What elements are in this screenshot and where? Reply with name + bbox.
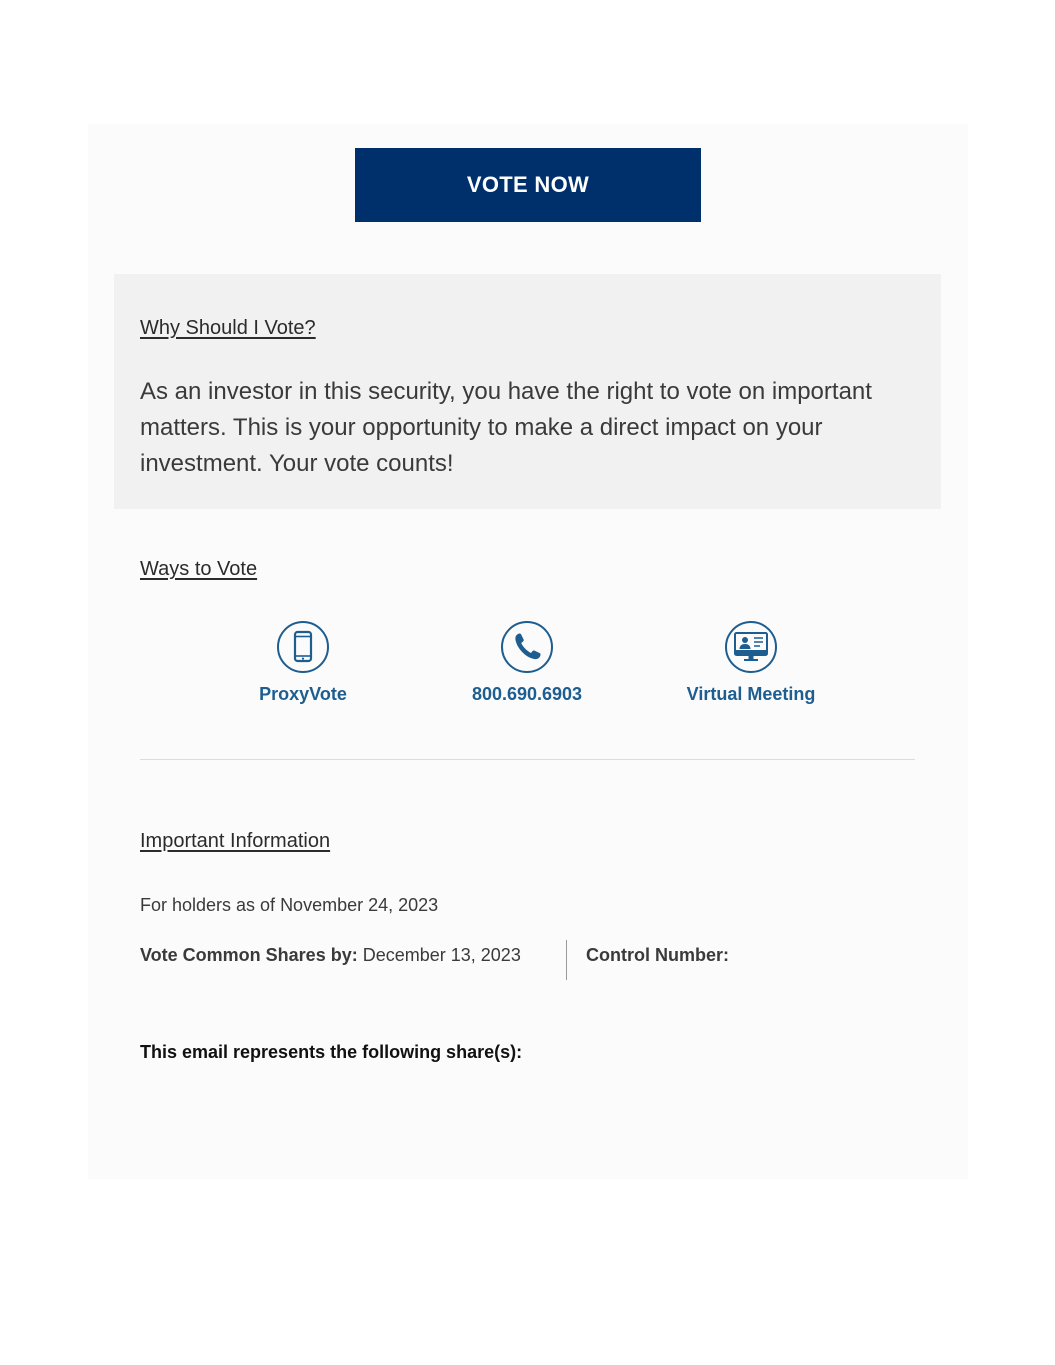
why-vote-body: As an investor in this security, you have the right to vote on important matters. This is your opportunity to make a direct impact on your investment. Your vote counts! xyxy=(140,378,872,477)
holders-as-of-text: For holders as of November 24, 2023 xyxy=(140,895,439,915)
virtual-meeting-label: Virtual Meeting xyxy=(686,684,816,704)
control-number-label: Control Number: xyxy=(586,945,729,965)
important-information-heading: Important Information xyxy=(140,830,331,852)
proxyvote-label: ProxyVote xyxy=(259,684,347,704)
ways-to-vote-heading: Ways to Vote xyxy=(140,558,258,580)
shares-represented-text: This email represents the following share(s): xyxy=(140,1042,523,1062)
info-vertical-divider xyxy=(566,940,567,980)
virtual-meeting-link[interactable] xyxy=(651,620,851,705)
section-divider xyxy=(140,759,915,760)
phone-handset-icon xyxy=(500,620,554,674)
vote-now-button[interactable]: VOTE NOW xyxy=(355,148,701,222)
phone-number-label: 800.690.6903 xyxy=(471,684,583,704)
phone-number-link[interactable] xyxy=(427,620,627,705)
mobile-phone-icon xyxy=(276,620,330,674)
why-vote-heading: Why Should I Vote? xyxy=(140,317,316,339)
virtual-meeting-monitor-icon xyxy=(724,620,778,674)
vote-by-label: Vote Common Shares by: xyxy=(140,945,358,965)
vote-by-date: December 13, 2023 xyxy=(362,945,521,965)
proxyvote-link[interactable] xyxy=(203,620,403,705)
vote-by-line xyxy=(140,945,521,966)
